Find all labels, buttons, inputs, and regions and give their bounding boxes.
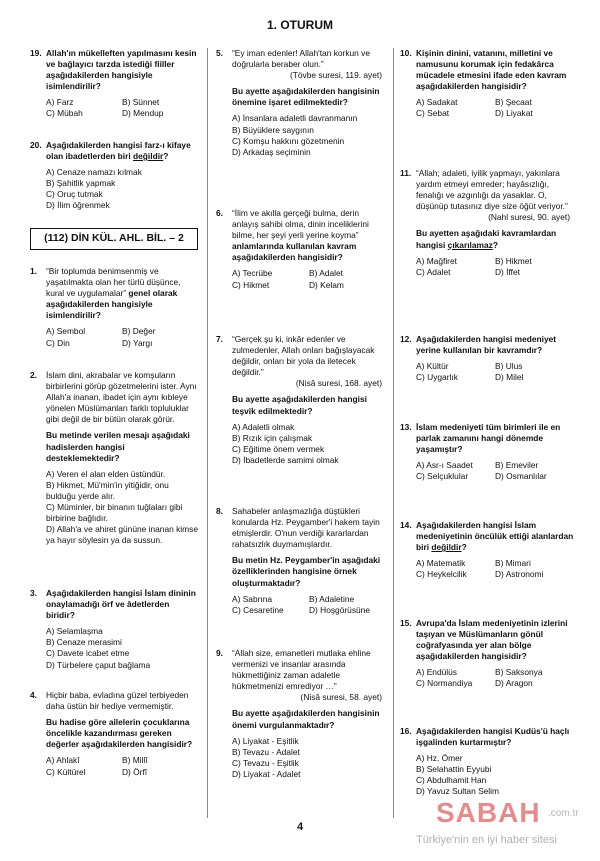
option-b[interactable]: B) Hikmet, Mü'min'in yitiğidir, onu bulduğu yerde alır. (46, 479, 169, 501)
option-b[interactable]: B) Hikmet (495, 255, 532, 266)
option-d[interactable]: D) Milel (495, 372, 524, 383)
question-number: 2. (30, 370, 37, 380)
option-b[interactable]: B) Cenaze merasimi (46, 637, 122, 648)
option-d[interactable]: D) Osmanlılar (495, 471, 547, 482)
option-b[interactable]: B) Adalet (309, 268, 343, 279)
option-c[interactable]: C) Heykelcilik (416, 569, 467, 580)
option-d[interactable]: D) Aragon (495, 678, 533, 689)
watermark-logo: SABAH (436, 797, 541, 828)
question-4 (30, 690, 198, 778)
source-citation: (Nisâ suresi, 58. ayet) (300, 692, 382, 703)
option-a[interactable]: A) Selamlaşma (46, 626, 103, 637)
question-stem: Bu ayetten aşağıdaki kavramlardan hangisi çıkarılamaz? (416, 228, 557, 250)
question-number: 1. (30, 266, 37, 276)
question-stem: Bu metin Hz. Peygamber'in aşağıdaki özelliklerinden hangisine örnek oluşturmaktadır? (232, 555, 381, 588)
option-c[interactable]: C) Komşu hakkını gözetmenin (232, 135, 345, 146)
question-number: 7. (216, 334, 223, 344)
option-b[interactable]: B) Saksonya (495, 667, 543, 678)
question-9 (216, 648, 386, 780)
option-d[interactable]: D) Kelam (309, 279, 344, 290)
watermark-domain: .com.tr (548, 808, 579, 819)
question-text: Sahabeler anlaşmazlığa düştükleri konularda Hz. Peygamber'i hakem tayin etmişlerdir. O'nun verdiği kararlardan rahatsızlık duymamışlardır. (232, 506, 380, 550)
option-c[interactable]: C) Cesaretine (232, 604, 284, 615)
option-c[interactable]: C) Normandiya (416, 678, 473, 689)
option-a[interactable]: A) Farz (46, 97, 74, 108)
question-number: 16. (400, 726, 412, 736)
option-b[interactable]: B) Şecaat (495, 97, 532, 108)
question-stem: Aşağıdakilerden hangisi medeniyet yerine kullanılan bir kavramdır? (416, 334, 557, 356)
option-c[interactable]: C) Hikmet (232, 279, 270, 290)
question-stem: Aşağıdakilerden hangisi İslam medeniyetinin öncülük ettiği alanlardan biri değildir? (416, 520, 574, 553)
question-13 (400, 422, 574, 482)
question-1 (30, 266, 198, 349)
question-7 (216, 334, 386, 466)
option-c[interactable]: C) Kültürel (46, 766, 86, 777)
option-d[interactable]: D) Yargı (122, 337, 153, 348)
option-a[interactable]: A) İnsanlara adaletli davranmanın (232, 113, 358, 124)
question-number: 11. (400, 168, 412, 178)
question-number: 9. (216, 648, 223, 658)
question-text: “Gerçek şu ki, inkâr edenler ve zulmedenler, Allah onları bağışlayacak değildir, onları bir yola da iletecek değildir.” (232, 334, 375, 378)
option-b[interactable]: B) Büyüklere saygının (232, 124, 314, 135)
question-20 (30, 140, 198, 212)
option-a[interactable]: A) Kültür (416, 361, 449, 372)
option-a[interactable]: A) Asr-ı Saadet (416, 460, 473, 471)
question-3 (30, 588, 198, 671)
question-16 (400, 726, 574, 798)
option-d[interactable]: D) Astronomi (495, 569, 544, 580)
option-d[interactable]: D) İlim öğrenmek (46, 200, 110, 211)
option-a[interactable]: A) Hz. Ömer (416, 753, 463, 764)
question-8 (216, 506, 386, 616)
question-number: 6. (216, 208, 223, 218)
option-b[interactable]: B) Mimari (495, 558, 531, 569)
column-divider (393, 48, 394, 818)
question-text: “Allah; adaleti, iyilik yapmayı, yakınlara yardım etmeyi emreder; hayâsızlığı, fenalığı ve azgınlığı da yasaklar. O, düşünüp tutasınız diye size öğüt veriyor.” (416, 168, 568, 212)
question-stem: Kişinin dinini, vatanını, milletini ve namusunu korumak için fedakârca mücadele etmesini ifade eden kavram aşağıdakilerden hangisidir? (416, 48, 567, 92)
question-stem: Bu metinde verilen mesajı aşağıdaki hadislerden hangisi desteklemektedir? (46, 430, 190, 463)
question-10 (400, 48, 574, 120)
option-d[interactable]: D) Türbelere çaput bağlama (46, 659, 151, 670)
option-a[interactable]: A) Sembol (46, 326, 86, 337)
option-c[interactable]: C) Selçuklular (416, 471, 469, 482)
question-stem: Bu ayette aşağıdakilerden hangisinin önemi vurgulanmaktadır? (232, 708, 380, 730)
watermark-tagline: Türkiye'nin en iyi haber sitesi (416, 834, 557, 846)
option-c[interactable]: C) Oruç tutmak (46, 189, 103, 200)
question-6 (216, 208, 386, 291)
option-a[interactable]: A) Mağfiret (416, 255, 457, 266)
option-a[interactable]: A) Ahlakî (46, 755, 80, 766)
option-d[interactable]: D) Allah'a ve ahiret gününe inanan kimse ya hayır söylesin ya da sussun. (46, 524, 198, 546)
question-number: 8. (216, 506, 223, 516)
option-a[interactable]: A) Sadakat (416, 97, 458, 108)
option-d[interactable]: D) Liyakat - Adalet (232, 768, 301, 779)
option-a[interactable]: A) Adaletli olmak (232, 421, 295, 432)
option-b[interactable]: B) Rızık için çalışmak (232, 432, 313, 443)
option-c[interactable]: C) Abdulhamit Han (416, 775, 487, 786)
option-c[interactable]: C) Uygarlık (416, 372, 458, 383)
option-a[interactable]: A) Sabrına (232, 593, 273, 604)
question-number: 19. (30, 48, 42, 58)
option-c[interactable]: C) Mübah (46, 108, 83, 119)
source-citation: (Tövbe suresi, 119. ayet) (289, 70, 382, 81)
option-d[interactable]: D) Arkadaş seçiminin (232, 146, 311, 157)
option-c[interactable]: C) Adalet (416, 266, 451, 277)
option-d[interactable]: D) Hoşgörüsüne (309, 604, 370, 615)
question-number: 20. (30, 140, 42, 150)
question-number: 15. (400, 618, 412, 628)
option-a[interactable]: A) Veren el alan elden üstündür. (46, 468, 166, 479)
question-stem: Bu ayette aşağıdakilerden hangisi teşvik edilmektedir? (232, 394, 367, 416)
question-14 (400, 520, 574, 580)
option-d[interactable]: D) İbadetlerde samimi olmak (232, 454, 339, 465)
question-stem: Aşağıdakilerden hangisi İslam dininin onaylamadığı örf ve âdetlerden biridir? (46, 588, 196, 621)
option-c[interactable]: C) Sebat (416, 108, 450, 119)
question-5 (216, 48, 386, 158)
option-c[interactable]: C) Din (46, 337, 70, 348)
option-a[interactable]: A) Matematik (416, 558, 466, 569)
option-c[interactable]: C) Tevazu - Eşitlik (232, 757, 299, 768)
option-b[interactable]: B) Değer (122, 326, 156, 337)
question-stem: İslam medeniyeti tüm birimleri ile en parlak zamanını hangi dönemde yaşamıştır? (416, 422, 561, 455)
question-text: İslam dini, akrabalar ve komşuların birbirlerini görüp gözetmelerini ister. Aynı Allah'a inanan, ibadet için aynı kıbleye yönelen Müslümanları farklı topluluklar gibi değil de bir bütün olarak görür. (46, 370, 197, 425)
option-b[interactable]: B) Emeviler (495, 460, 539, 471)
question-2 (30, 370, 198, 546)
question-stem: “Bir toplumda benimsenmiş ve yaşatılmakta olan her türlü düşünce, kural ve uygulamalar” genel olarak aşağıdakilerden hangisiyle isimlendirilir? (46, 266, 181, 321)
section-header: (112) DİN KÜL. AHL. BİL. – 2 (30, 228, 198, 250)
option-a[interactable]: A) Cenaze namazı kılmak (46, 167, 142, 178)
option-d[interactable]: D) Mendup (122, 108, 164, 119)
question-number: 10. (400, 48, 412, 58)
option-d[interactable]: D) Yavuz Sultan Selim (416, 786, 500, 797)
option-c[interactable]: C) Davete icabet etme (46, 648, 130, 659)
option-b[interactable]: B) Şahitlik yapmak (46, 178, 116, 189)
question-number: 12. (400, 334, 412, 344)
question-number: 3. (30, 588, 37, 598)
option-a[interactable]: A) Liyakat - Eşitlik (232, 735, 299, 746)
question-number: 14. (400, 520, 412, 530)
option-a[interactable]: A) Tecrübe (232, 268, 273, 279)
option-b[interactable]: B) Adaletine (309, 593, 355, 604)
page-title: 1. OTURUM (267, 18, 333, 32)
question-text: Hiçbir baba, evladına güzel terbiyeden daha üstün bir hediye vermemiştir. (46, 690, 189, 712)
option-b[interactable]: B) Millî (122, 755, 148, 766)
option-b[interactable]: B) Sünnet (122, 97, 160, 108)
question-number: 4. (30, 690, 37, 700)
question-stem: Aşağıdakilerden hangisi Kudüs'ü haçlı işgalinden kurtarmıştır? (416, 726, 570, 748)
column-divider (207, 48, 208, 818)
question-11 (400, 168, 574, 278)
question-text: “Ey iman edenler! Allah'tan korkun ve doğrularla beraber olun.” (232, 48, 370, 70)
option-b[interactable]: B) Ulus (495, 361, 523, 372)
option-d[interactable]: D) İffet (495, 266, 520, 277)
question-stem: Bu hadise göre ailelerin çocuklarına öncelikle kazandırması gereken değerler aşağıdakilerden hangisidir? (46, 717, 193, 750)
question-stem: Allah'ın mükelleften yapılmasını kesin ve bağlayıcı tarzda istediği fiiller aşağıdakilerden hangisiyle isimlendirilir? (46, 48, 197, 92)
question-15 (400, 618, 574, 690)
option-c[interactable]: C) Eğitime önem vermek (232, 443, 325, 454)
question-text: “Allah size, emanetleri mutlaka ehline vermenizi ve insanlar arasında hükmettiğiniz zaman adaletle hükmetmenizi emrediyor …” (232, 648, 371, 692)
source-citation: (Nisâ suresi, 168. ayet) (295, 378, 382, 389)
option-b[interactable]: B) Selahattin Eyyubi (416, 764, 492, 775)
question-19 (30, 48, 198, 120)
question-stem: Avrupa'da İslam medeniyetinin izlerini taşıyan ve Müslümanların gönül coğrafyasında yer alan bölge aşağıdakilerden hangisidir? (416, 618, 568, 662)
question-stem: Bu ayette aşağıdakilerden hangisinin önemine işaret edilmektedir? (232, 86, 380, 108)
option-c[interactable]: C) Müminler, bir binanın tuğlaları gibi birbirine bağlıdır. (46, 502, 183, 524)
question-number: 5. (216, 48, 223, 58)
option-b[interactable]: B) Tevazu - Adalet (232, 746, 300, 757)
page-number: 4 (296, 821, 304, 834)
question-stem: Aşağıdakilerden hangisi farz-ı kifaye olan ibadetlerden biri değildir? (46, 140, 191, 162)
question-number: 13. (400, 422, 412, 432)
option-d[interactable]: D) Örfî (122, 766, 148, 777)
source-citation: (Nahl suresi, 90. ayet) (488, 212, 570, 223)
question-stem: “İlim ve akılla gerçeği bulma, derin anlayış sahibi olma, dinin inceliklerini bilme, her şeyi yerli yerine koyma” anlamlarında kullanılan kavram aşağıdakilerden hangisidir? (232, 208, 369, 263)
option-d[interactable]: D) Liyakat (495, 108, 533, 119)
question-12 (400, 334, 574, 383)
option-a[interactable]: A) Endülüs (416, 667, 457, 678)
